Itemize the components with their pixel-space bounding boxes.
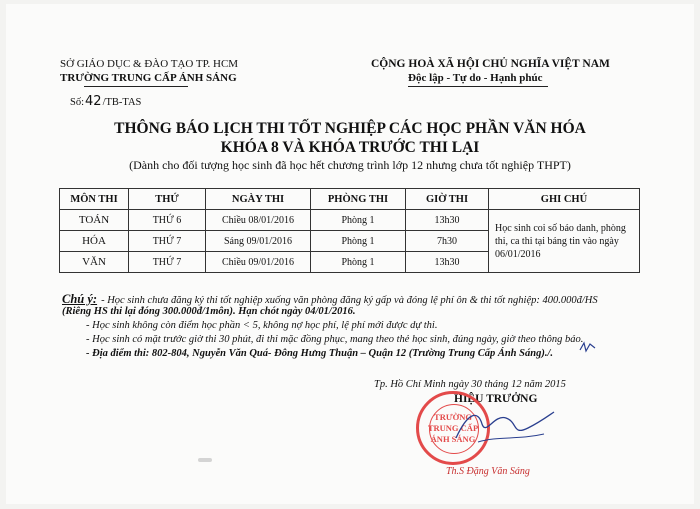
- cell-note: Học sinh coi số báo danh, phòng thi, ca thi tại bảng tin vào ngày 06/01/2016: [489, 210, 640, 273]
- cell-room: Phòng 1: [311, 231, 406, 252]
- scan-mark: [198, 458, 212, 462]
- motto-underline: [408, 86, 548, 87]
- notes-line4: - Học sinh có mặt trước giờ thi 30 phút, đi thi mặc đồng phục, mang theo thẻ học sinh, đúng ngày, giờ theo thông báo.: [86, 334, 584, 345]
- header-date: NGÀY THI: [206, 189, 311, 210]
- notes-line3: - Học sinh không còn điểm học phần < 5, không nợ học phí, lệ phí mới được dự thi.: [86, 320, 438, 331]
- cell-subject: HÓA: [60, 231, 129, 252]
- cell-time: 7h30: [406, 231, 489, 252]
- cell-room: Phòng 1: [311, 252, 406, 273]
- table-row: [60, 210, 640, 231]
- cell-day: THỨ 7: [129, 252, 206, 273]
- cell-time: 13h30: [406, 210, 489, 231]
- notice-title: THÔNG BÁO LỊCH THI TỐT NGHIỆP CÁC HỌC PHẦN VĂN HÓA: [114, 120, 586, 137]
- header-day: THỨ: [129, 189, 206, 210]
- header-time: GIỜ THI: [406, 189, 489, 210]
- cell-subject: VĂN: [60, 252, 129, 273]
- school-name: TRƯỜNG TRUNG CẤP ÁNH SÁNG: [60, 72, 237, 84]
- cell-date: Chiều 08/01/2016: [206, 210, 311, 231]
- notes-line2: (Riêng HS thi lại đóng 300.000đ/1môn). Hạn chót ngày 04/01/2016.: [62, 306, 356, 317]
- handwritten-signature: [448, 402, 558, 450]
- cell-date: Chiều 09/01/2016: [206, 252, 311, 273]
- cell-date: Sáng 09/01/2016: [206, 231, 311, 252]
- notice-title-line2: KHÓA 8 VÀ KHÓA TRƯỚC THI LẠI: [220, 139, 480, 156]
- notes-line1: Chú ý: - Học sinh chưa đăng ký thi tốt nghiệp xuống văn phòng đăng ký gấp và đóng lệ phí ôn & thi tốt nghiệp: 400.000đ/HS: [62, 292, 598, 306]
- notes-line5: - Địa điểm thi: 802-804, Nguyễn Văn Quá- Đông Hưng Thuận – Quận 12 (Trường Trung Cấp Ánh Sáng)./.: [86, 348, 553, 359]
- header-note: GHI CHÚ: [489, 189, 640, 210]
- department-name: SỞ GIÁO DỤC & ĐÀO TẠO TP. HCM: [60, 58, 239, 70]
- school-seal: TRƯỜNG TRUNG CẤP ÁNH SÁNG: [416, 391, 490, 465]
- cell-subject: TOÁN: [60, 210, 129, 231]
- place-date: Tp. Hồ Chí Minh ngày 30 tháng 12 năm 2015: [374, 379, 566, 390]
- header-subject: MÔN THI: [60, 189, 129, 210]
- initials-mark: [578, 340, 598, 354]
- motto: Độc lập - Tự do - Hạnh phúc: [408, 72, 543, 84]
- exam-schedule-table: [59, 188, 640, 273]
- school-underline: [84, 86, 188, 87]
- cell-time: 13h30: [406, 252, 489, 273]
- notice-subtitle: (Dành cho đối tượng học sinh đã học hết chương trình lớp 12 nhưng chưa tốt nghiệp THPT): [129, 158, 571, 172]
- document-number: Số:42/TB-TAS: [70, 94, 142, 109]
- handwritten-number: 42: [85, 94, 102, 109]
- cell-room: Phòng 1: [311, 210, 406, 231]
- cell-day: THỨ 7: [129, 231, 206, 252]
- table-header-row: [60, 189, 640, 210]
- principal-name: Th.S Đặng Văn Sáng: [446, 466, 530, 477]
- cell-day: THỨ 6: [129, 210, 206, 231]
- principal-title: HIỆU TRƯỞNG: [454, 393, 538, 405]
- notes-label: Chú ý:: [62, 292, 98, 306]
- header-room: PHÒNG THI: [311, 189, 406, 210]
- nation-name: CỘNG HOÀ XÃ HỘI CHỦ NGHĨA VIỆT NAM: [371, 58, 610, 70]
